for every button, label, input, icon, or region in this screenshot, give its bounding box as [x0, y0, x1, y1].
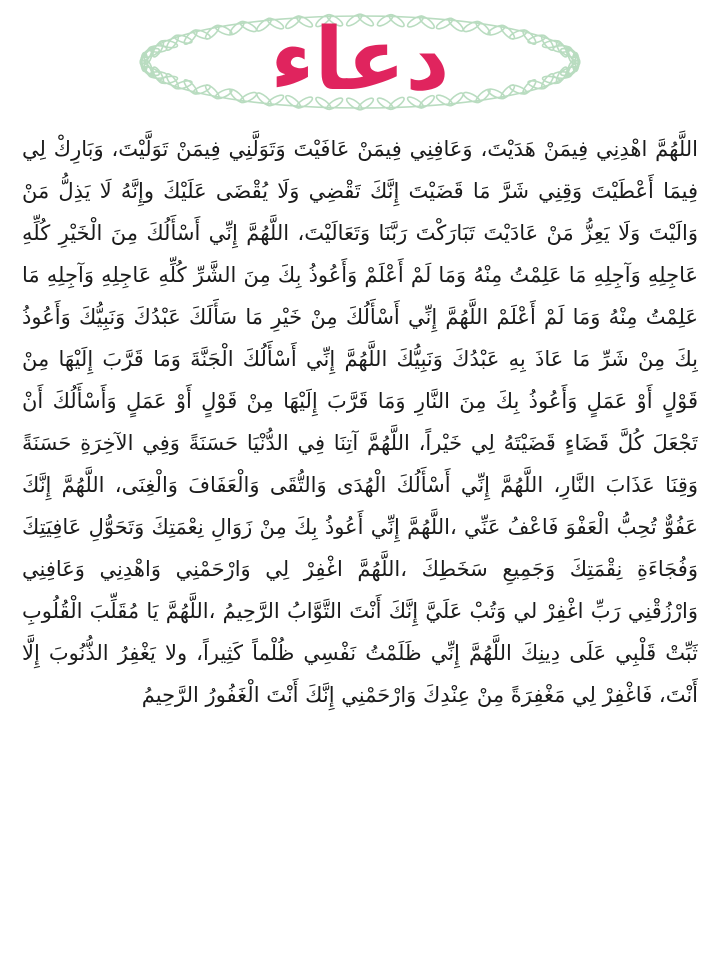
prayer-text: اللَّهُمَّ اهْدِنِي فِيمَنْ هَدَيْتَ، وَعَافِنِي فِيمَنْ عَافَيْتَ وَتَوَلَّنِي فِيمَنْ تَوَلَّيْتَ، وَبَارِكْ لِي فِيمَا أَعْطَيْتَ وَقِنِي شَرَّ مَا قَضَيْتَ إِنَّكَ تَقْضِي وَلَا يُقْضَى عَلَيْكَ وإِنَّهُ لَا يَذِلُّ مَنْ وَالَيْتَ وَلَا يَعِزُّ مَنْ عَادَيْتَ تَبَارَكْتَ رَبَّنَا وَتَعَالَيْتَ، اللَّهُمَّ إِنِّي أَسْأَلُكَ مِنَ الْخَيْرِ كُلِّهِ عَاجِلِهِ وَآجِلِهِ مَا عَلِمْتُ مِنْهُ وَمَا لَمْ أَعْلَمْ وَأَعُوذُ بِكَ مِنَ الشَّرِّ كُلِّهِ عَاجِلِهِ وَآجِلِهِ مَا عَلِمْتُ مِنْهُ وَمَا لَمْ أَعْلَمْ اللَّهُمَّ إِنِّي أَسْأَلُكَ مِنْ خَيْرِ مَا سَأَلَكَ عَبْدُكَ وَنَبِيُّكَ وَأَعُوذُ بِكَ مِنْ شَرِّ مَا عَاذَ بِهِ عَبْدُكَ وَنَبِيُّكَ اللَّهُمَّ إِنِّي أَسْأَلُكَ الْجَنَّةَ وَمَا قَرَّبَ إِلَيْهَا مِنْ قَوْلٍ أَوْ عَمَلٍ وَأَعُوذُ بِكَ مِنَ النَّارِ وَمَا قَرَّبَ إِلَيْهَا مِنْ قَوْلٍ أَوْ عَمَلٍ وَأَسْأَلُكَ أَنْ تَجْعَلَ كُلَّ قَضَاءٍ قَضَيْتَهُ لِي خَيْراً، اللَّهُمَّ آتِنَا فِي الدُّنْيَا حَسَنَةً وَفِي الآخِرَةِ حَسَنَةً وَقِنَا عَذَابَ النَّارِ، اللَّهُمَّ إِنِّي أَسْأَلُكَ الْهُدَى وَالتُّقَى وَالْعَفَافَ وَالْغِنَى، اللَّهُمَّ إِنَّكَ عَفُوٌّ تُحِبُّ الْعَفْوَ فَاعْفُ عَنِّي ،اللَّهُمَّ إِنِّي أَعُوذُ بِكَ مِنْ زَوَالِ نِعْمَتِكَ وَتَحَوُّلِ عَافِيَتِكَ وَفُجَاءَةِ نِقْمَتِكَ وَجَمِيعِ سَخَطِكَ ،اللَّهُمَّ اغْفِرْ لِي وَارْحَمْنِي وَاهْدِنِي وَعَافِنِي وَارْزُقْنِي رَبِّ اغْفِرْ لي وَتُبْ عَلَيَّ إِنَّكَ أَنْتَ التَّوَّابُ الرَّحِيمُ ،اللَّهُمَّ يَا مُقَلِّبَ الْقُلُوبِ ثَبِّتْ قَلْبِي عَلَى دِينِكَ اللَّهُمَّ إِنِّي ظَلَمْتُ نَفْسِي ظُلْماً كَثِيراً، ولا يَغْفِرُ الذُّنُوبَ إِلَّا أَنْتَ، فَاغْفِرْ لِي مَغْفِرَةً مِنْ عِنْدِكَ وَارْحَمْنِي إِنَّكَ أَنْتَ الْغَفُورُ الرَّحِيمُ: [22, 137, 698, 707]
page-title: دعاء: [270, 10, 450, 110]
header: [0, 0, 720, 118]
